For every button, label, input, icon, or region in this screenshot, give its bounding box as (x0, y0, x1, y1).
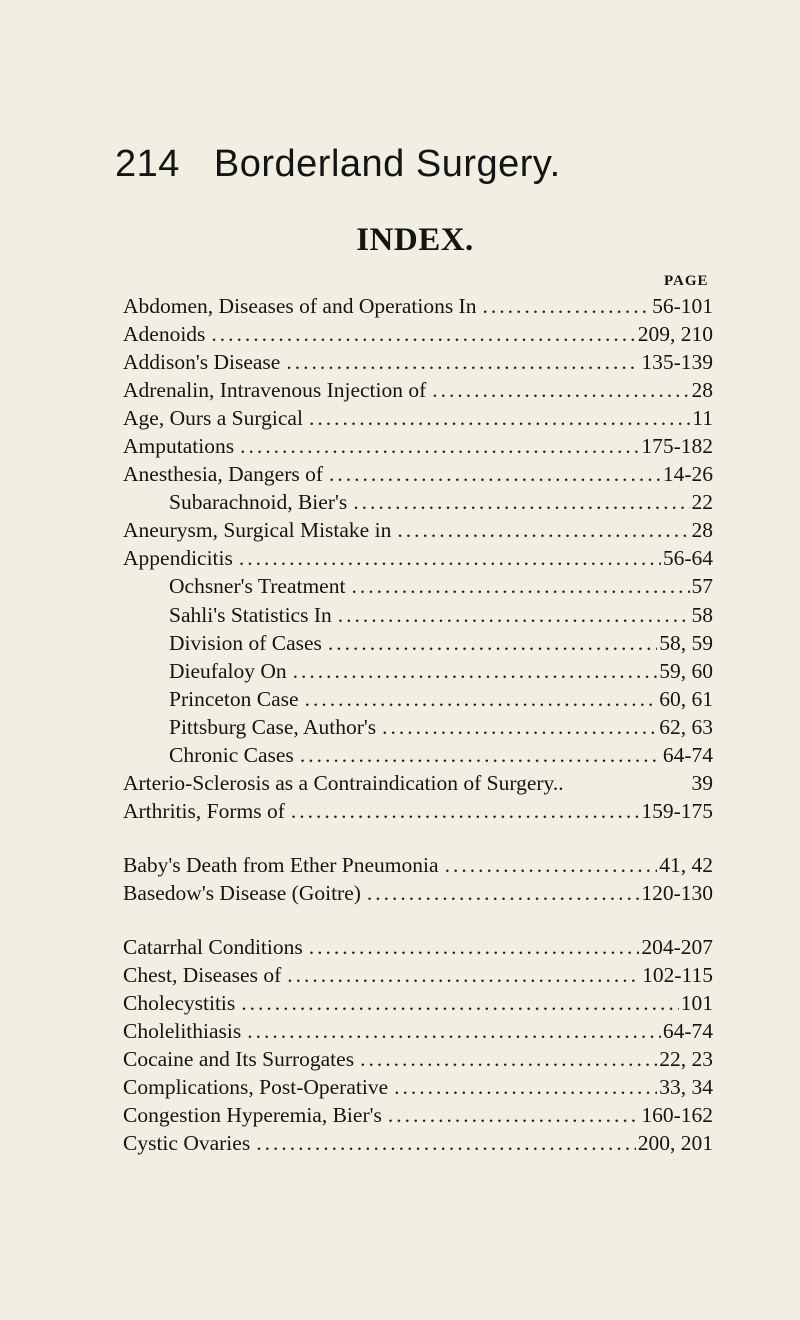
entry-term: Cocaine and Its Surrogates (123, 1047, 355, 1072)
dot-leader (287, 961, 640, 989)
entry-term: Basedow's Disease (Goitre) (123, 880, 361, 905)
index-entry (123, 348, 713, 376)
entry-pages: 135-139 (641, 350, 713, 375)
entry-pages: 101 (680, 991, 713, 1016)
dot-leader (309, 933, 640, 961)
entry-term: Aneurysm, Surgical Mistake in (123, 518, 392, 543)
running-head (115, 143, 561, 186)
entry-pages: 56-101 (652, 294, 713, 318)
index-entry (123, 879, 713, 907)
entry-pages: 102-115 (642, 963, 713, 988)
index-entry (123, 1073, 713, 1101)
entry-term: Cholecystitis (123, 991, 236, 1016)
index-subentry (123, 601, 713, 629)
entry-pages: 64-74 (662, 1019, 713, 1044)
entry-term: Princeton Case (169, 686, 299, 711)
index-subentry (123, 572, 713, 600)
entry-pages: 200, 201 (637, 1131, 713, 1156)
index-entry (123, 851, 713, 879)
index-subentry (123, 713, 713, 741)
index-entry (123, 989, 713, 1017)
dot-leader (300, 741, 661, 769)
dot-leader (293, 657, 658, 685)
index-entry (123, 320, 713, 348)
dot-leader (382, 713, 657, 741)
entry-pages: 159-175 (641, 798, 713, 823)
page-column-label: PAGE (664, 273, 709, 289)
entry-term: Complications, Post-Operative (123, 1075, 389, 1100)
dot-leader (256, 1129, 636, 1157)
entry-pages: 204-207 (641, 934, 713, 959)
dot-leader (328, 629, 657, 657)
entry-pages: 62, 63 (659, 714, 713, 739)
dot-leader (329, 460, 661, 488)
dot-leader (309, 404, 690, 432)
index-entry (123, 961, 713, 989)
entry-pages: 33, 34 (659, 1075, 713, 1100)
dot-leader (360, 1045, 657, 1073)
index-entry (123, 376, 713, 404)
entry-pages: 120-130 (641, 880, 713, 905)
entry-term: Ochsner's Treatment (169, 574, 346, 599)
index-entry (123, 404, 713, 432)
entry-term: Age, Ours a Surgical (123, 406, 303, 431)
entry-term: Sahli's Statistics In (169, 602, 332, 627)
entry-term: Arthritis, Forms of (123, 798, 285, 823)
entry-pages: 64-74 (662, 742, 713, 767)
dot-leader (432, 376, 689, 404)
index-entry (123, 544, 713, 572)
entry-term: Appendicitis (123, 546, 233, 571)
index-entry (123, 1017, 713, 1045)
entry-term: Catarrhal Conditions (123, 934, 303, 959)
entry-pages: 22, 23 (659, 1047, 713, 1072)
entry-pages: 60, 61 (659, 686, 713, 711)
entry-term: Pittsburg Case, Author's (169, 714, 377, 739)
running-title: Borderland Surgery. (213, 143, 561, 185)
index-subentry (123, 685, 713, 713)
entry-pages: 41, 42 (659, 852, 713, 877)
dot-leader (367, 879, 639, 907)
entry-pages: 11 (692, 406, 713, 431)
dot-leader (353, 488, 689, 516)
dot-leader (211, 320, 635, 348)
entry-term: Chronic Cases (169, 742, 294, 767)
entry-pages: 56-64 (662, 546, 713, 571)
index-entry (123, 933, 713, 961)
entry-pages: 14-26 (662, 462, 713, 487)
index-entry (123, 1101, 713, 1129)
index-entry (123, 797, 713, 825)
index-title: INDEX. (356, 222, 474, 258)
index-subentry (123, 657, 713, 685)
entry-term: Cholelithiasis (123, 1019, 242, 1044)
dot-leader (338, 601, 690, 629)
entry-pages: 28 (691, 518, 713, 543)
entry-term: Cystic Ovaries (123, 1131, 251, 1156)
dot-leader (241, 989, 678, 1017)
entry-term: Arterio-Sclerosis as a Contraindication of Surgery.. (123, 770, 564, 795)
dot-leader (388, 1101, 639, 1129)
entry-pages: 57 (691, 574, 713, 599)
index-entry (123, 1129, 713, 1157)
entry-term: Dieufaloy On (169, 658, 287, 683)
entry-term: Addison's Disease (123, 350, 281, 375)
entry-pages: 39 (691, 770, 713, 795)
entry-term: Baby's Death from Ether Pneumonia (123, 852, 439, 877)
entry-pages: 209, 210 (637, 322, 713, 347)
index-entry (123, 769, 713, 797)
dot-leader (394, 1073, 657, 1101)
index-entries (123, 292, 713, 1157)
entry-term: Amputations (123, 434, 235, 459)
dot-leader (291, 797, 639, 825)
dot-leader (240, 432, 639, 460)
dot-leader (445, 851, 658, 879)
page-number: 214 (115, 143, 180, 185)
dot-leader (482, 292, 650, 320)
dot-leader (305, 685, 658, 713)
dot-leader (397, 516, 689, 544)
entry-term: Adenoids (123, 322, 206, 347)
index-entry (123, 292, 713, 320)
entry-term: Adrenalin, Intravenous Injection of (123, 378, 427, 403)
entry-term: Anesthesia, Dangers of (123, 462, 324, 487)
index-entry (123, 460, 713, 488)
entry-pages: 58 (691, 602, 713, 627)
index-subentry (123, 629, 713, 657)
index-entry (123, 1045, 713, 1073)
index-entry (123, 516, 713, 544)
entry-pages: 59, 60 (659, 658, 713, 683)
entry-pages: 22 (691, 490, 713, 515)
index-entry (123, 432, 713, 460)
entry-pages: 28 (691, 378, 713, 403)
dot-leader (286, 348, 639, 376)
dot-leader (239, 544, 661, 572)
index-subentry (123, 741, 713, 769)
entry-pages: 58, 59 (659, 630, 713, 655)
index-subentry (123, 488, 713, 516)
entry-pages: 160-162 (641, 1103, 713, 1128)
entry-pages: 175-182 (641, 434, 713, 459)
dot-leader (247, 1017, 661, 1045)
entry-term: Abdomen, Diseases of and Operations In (123, 294, 477, 318)
entry-term: Chest, Diseases of (123, 963, 282, 988)
entry-term: Division of Cases (169, 630, 322, 655)
entry-term: Subarachnoid, Bier's (169, 490, 348, 515)
entry-term: Congestion Hyperemia, Bier's (123, 1103, 382, 1128)
dot-leader (351, 572, 689, 600)
